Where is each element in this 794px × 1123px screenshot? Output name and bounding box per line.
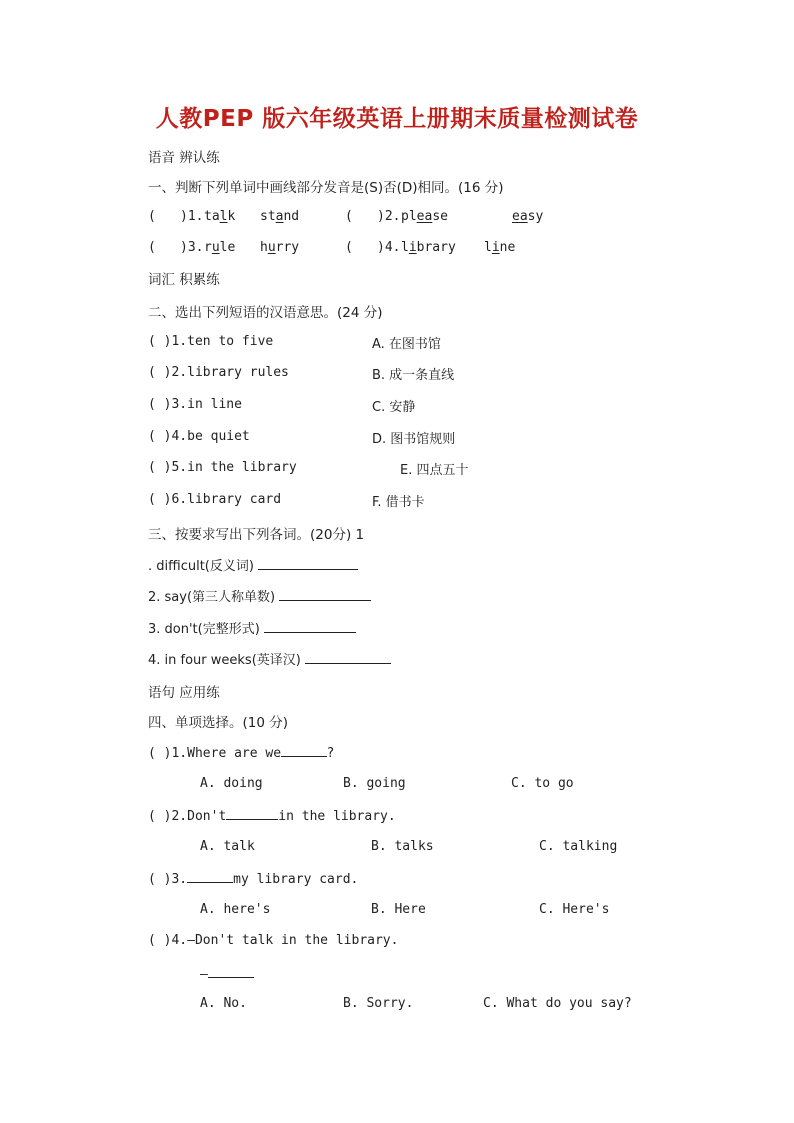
q1-heading: 一、判断下列单词中画线部分发音是(S)否(D)相同。(16 分) <box>148 180 504 196</box>
q4-item-4-blank[interactable] <box>208 965 254 978</box>
q1-item-2-number: )2. <box>377 209 401 224</box>
q4-heading: 四、单项选择。(10 分) <box>148 715 289 731</box>
q2-item-5: ( )5.in the library <box>148 460 297 475</box>
q4-item-2-blank[interactable] <box>226 807 278 820</box>
q3-item-2: 2. say(第三人称单数) <box>148 586 371 605</box>
q2-option-a: A. 在图书馆 <box>372 337 441 352</box>
q4-item-3: ( )3. my library card. <box>148 872 359 887</box>
q4-item-3-option-b[interactable]: B. Here <box>371 902 426 917</box>
q1-item-4-paren: ( <box>345 240 353 255</box>
q1-item-1-paren: ( <box>148 209 156 224</box>
q4-item-4-option-b[interactable]: B. Sorry. <box>343 996 414 1011</box>
q2-option-f: F. 借书卡 <box>372 495 425 510</box>
q4-item-1: ( )1.Where are we ? <box>148 746 334 761</box>
q1-item-3 <box>148 240 300 255</box>
q2-item-6: ( )6.library card <box>148 492 282 507</box>
q3-item-4: 4. in four weeks(英译汉) <box>148 649 391 668</box>
q4-item-1-option-a[interactable]: A. doing <box>200 776 263 791</box>
q4-item-1-option-c[interactable]: C. to go <box>511 776 574 791</box>
q3-item-4-blank[interactable] <box>305 651 391 664</box>
q3-item-1-blank[interactable] <box>258 557 358 570</box>
q1-item-4-word1: library <box>401 240 456 255</box>
q2-heading: 二、选出下列短语的汉语意思。(24 分) <box>148 305 383 321</box>
q3-item-3-blank[interactable] <box>264 620 356 633</box>
q1-item-2 <box>345 209 544 224</box>
q4-item-3-option-c[interactable]: C. Here's <box>539 902 610 917</box>
q4-item-4: ( )4.—Don't talk in the library. <box>148 933 399 948</box>
q1-item-1-number: )1. <box>180 209 204 224</box>
q1-item-1-word2: stand <box>260 209 300 224</box>
q4-item-4-option-a[interactable]: A. No. <box>200 996 247 1011</box>
q2-item-4: ( )4.be quiet <box>148 429 250 444</box>
q2-item-1: ( )1.ten to five <box>148 334 274 349</box>
q4-item-2: ( )2.Don't in the library. <box>148 809 396 824</box>
q2-option-c: C. 安静 <box>372 400 416 415</box>
q2-option-b: B. 成一条直线 <box>372 368 455 383</box>
q4-item-3-blank[interactable] <box>187 870 233 883</box>
section-vocab-label: 词汇 积累练 <box>148 272 220 288</box>
q1-item-3-number: )3. <box>180 240 204 255</box>
q2-option-e: E. 四点五十 <box>400 463 469 478</box>
q3-item-1: . difficult(反义词) <box>148 555 358 574</box>
q3-item-3: 3. don't(完整形式) <box>148 618 356 637</box>
q1-item-4-number: )4. <box>377 240 401 255</box>
q4-item-2-option-b[interactable]: B. talks <box>371 839 434 854</box>
q4-item-2-option-a[interactable]: A. talk <box>200 839 255 854</box>
q2-item-3: ( )3.in line <box>148 397 242 412</box>
q4-item-1-option-b[interactable]: B. going <box>343 776 406 791</box>
q1-item-1 <box>148 209 300 224</box>
section-sentence-label: 语句 应用练 <box>148 685 220 701</box>
q1-item-3-word1: rule <box>204 240 236 255</box>
q1-item-4-word2: line <box>484 240 516 255</box>
q1-item-2-word1: please <box>401 209 448 224</box>
q1-item-3-paren: ( <box>148 240 156 255</box>
exam-title: 人教PEP 版六年级英语上册期末质量检测试卷 <box>155 106 639 132</box>
q3-heading: 三、按要求写出下列各词。(20分) 1 <box>148 527 365 543</box>
q2-option-d: D. 图书馆规则 <box>372 432 456 447</box>
q1-item-2-paren: ( <box>345 209 353 224</box>
q4-item-4-option-c[interactable]: C. What do you say? <box>483 996 632 1011</box>
q4-item-2-option-c[interactable]: C. talking <box>539 839 618 854</box>
q4-item-1-blank[interactable] <box>281 744 327 757</box>
q3-item-2-blank[interactable] <box>279 588 371 601</box>
q2-item-2: ( )2.library rules <box>148 365 289 380</box>
q4-item-3-option-a[interactable]: A. here's <box>200 902 271 917</box>
q1-item-4 <box>345 240 516 255</box>
q1-item-3-word2: hurry <box>260 240 300 255</box>
section-phonics-label: 语音 辨认练 <box>148 150 220 166</box>
q1-item-1-word1: talk <box>204 209 236 224</box>
q4-item-4-reply: — <box>200 965 254 982</box>
q1-item-2-word2: easy <box>512 209 544 224</box>
